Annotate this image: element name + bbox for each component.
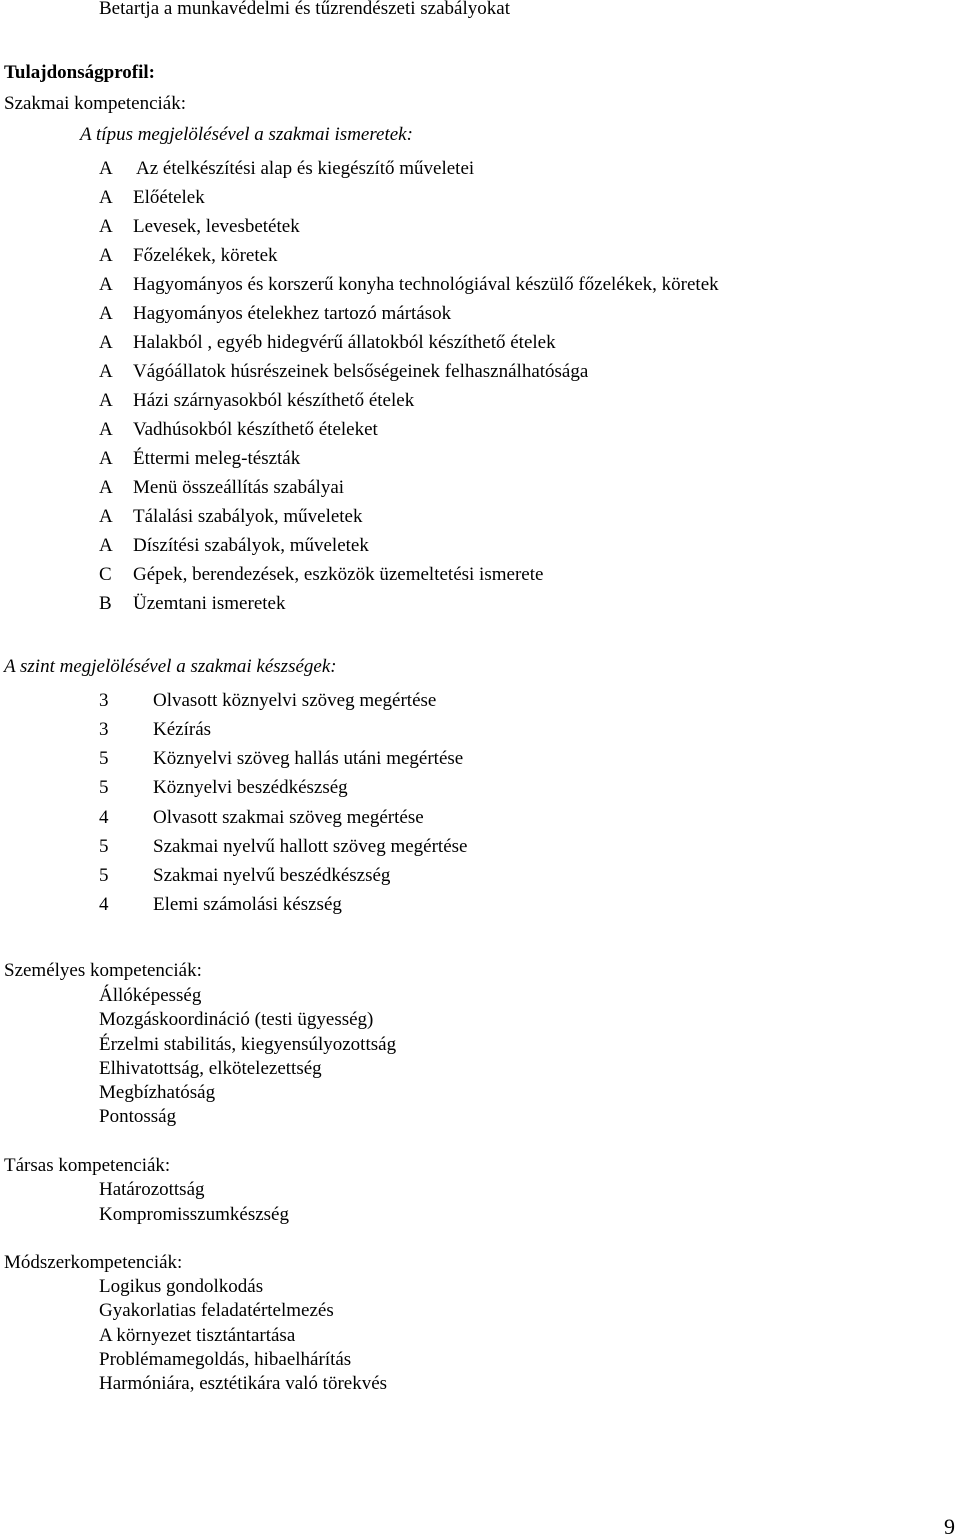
personal-heading: Személyes kompetenciák: — [4, 960, 202, 981]
profile-heading: Tulajdonságprofil: — [4, 62, 155, 83]
type-code: B — [99, 593, 112, 614]
method-heading: Módszerkompetenciák: — [4, 1252, 183, 1273]
type-code: A — [99, 448, 113, 469]
method-item: Gyakorlatias feladatértelmezés — [99, 1300, 334, 1321]
knowledge-heading: A típus megjelölésével a szakmai ismeretek: — [80, 124, 413, 145]
method-item: Logikus gondolkodás — [99, 1276, 264, 1297]
type-code: A — [99, 419, 113, 440]
type-code: A — [99, 390, 113, 411]
type-code: A — [99, 361, 113, 382]
knowledge-text: Házi szárnyasokból készíthető ételek — [133, 390, 415, 411]
personal-item: Elhivatottság, elkötelezettség — [99, 1058, 322, 1079]
social-heading: Társas kompetenciák: — [4, 1155, 171, 1176]
method-item: Harmóniára, esztétikára való törekvés — [99, 1373, 388, 1394]
header-line: Betartja a munkavédelmi és tűzrendészeti szabályokat — [99, 0, 510, 19]
skill-level: 5 — [99, 836, 109, 857]
skill-level: 3 — [99, 690, 109, 711]
skill-text: Elemi számolási készség — [153, 894, 342, 915]
skills-heading: A szint megjelölésével a szakmai készségek: — [4, 656, 337, 677]
skill-text: Olvasott szakmai szöveg megértése — [153, 807, 424, 828]
type-code: A — [99, 216, 113, 237]
method-item: Problémamegoldás, hibaelhárítás — [99, 1349, 352, 1370]
skill-text: Kézírás — [153, 719, 212, 740]
skill-text: Köznyelvi szöveg hallás utáni megértése — [153, 748, 464, 769]
personal-item: Pontosság — [99, 1106, 177, 1127]
type-code: A — [99, 187, 113, 208]
knowledge-text: Vadhúsokból készíthető ételeket — [133, 419, 378, 440]
skill-text: Szakmai nyelvű beszédkészség — [153, 865, 391, 886]
knowledge-text: Éttermi meleg-tészták — [133, 448, 301, 469]
knowledge-text: Az ételkészítési alap és kiegészítő műveletei — [136, 158, 475, 179]
personal-item: Állóképesség — [99, 985, 202, 1006]
skill-text: Olvasott köznyelvi szöveg megértése — [153, 690, 437, 711]
knowledge-text: Menü összeállítás szabályai — [133, 477, 345, 498]
type-code: A — [99, 303, 113, 324]
knowledge-text: Hagyományos és korszerű konyha technológiával készülő főzelékek, köretek — [133, 274, 719, 295]
personal-item: Megbízhatóság — [99, 1082, 216, 1103]
knowledge-text: Tálalási szabályok, műveletek — [133, 506, 363, 527]
social-item: Határozottság — [99, 1179, 205, 1200]
type-code: A — [99, 506, 113, 527]
type-code: A — [99, 535, 113, 556]
knowledge-text: Gépek, berendezések, eszközök üzemeltetési ismerete — [133, 564, 544, 585]
social-item: Kompromisszumkészség — [99, 1204, 289, 1225]
skill-text: Szakmai nyelvű hallott szöveg megértése — [153, 836, 468, 857]
knowledge-text: Főzelékek, köretek — [133, 245, 278, 266]
skill-level: 5 — [99, 865, 109, 886]
knowledge-text: Hagyományos ételekhez tartozó mártások — [133, 303, 452, 324]
type-code: C — [99, 564, 112, 585]
knowledge-text: Halakból , egyéb hidegvérű állatokból készíthető ételek — [133, 332, 556, 353]
skill-level: 3 — [99, 719, 109, 740]
skill-level: 4 — [99, 894, 109, 915]
knowledge-text: Előételek — [133, 187, 205, 208]
knowledge-text: Üzemtani ismeretek — [133, 593, 286, 614]
type-code: A — [99, 274, 113, 295]
professional-heading: Szakmai kompetenciák: — [4, 93, 187, 114]
method-item: A környezet tisztántartása — [99, 1325, 296, 1346]
type-code: A — [99, 158, 113, 179]
page-number: 9 — [944, 1514, 955, 1539]
skill-level: 5 — [99, 748, 109, 769]
type-code: A — [99, 477, 113, 498]
type-code: A — [99, 245, 113, 266]
skill-level: 4 — [99, 807, 109, 828]
knowledge-text: Levesek, levesbetétek — [133, 216, 300, 237]
knowledge-text: Vágóállatok húsrészeinek belsőségeinek felhasználhatósága — [133, 361, 589, 382]
personal-item: Érzelmi stabilitás, kiegyensúlyozottság — [99, 1034, 397, 1055]
knowledge-text: Díszítési szabályok, műveletek — [133, 535, 369, 556]
skill-text: Köznyelvi beszédkészség — [153, 777, 348, 798]
skill-level: 5 — [99, 777, 109, 798]
personal-item: Mozgáskoordináció (testi ügyesség) — [99, 1009, 374, 1030]
type-code: A — [99, 332, 113, 353]
